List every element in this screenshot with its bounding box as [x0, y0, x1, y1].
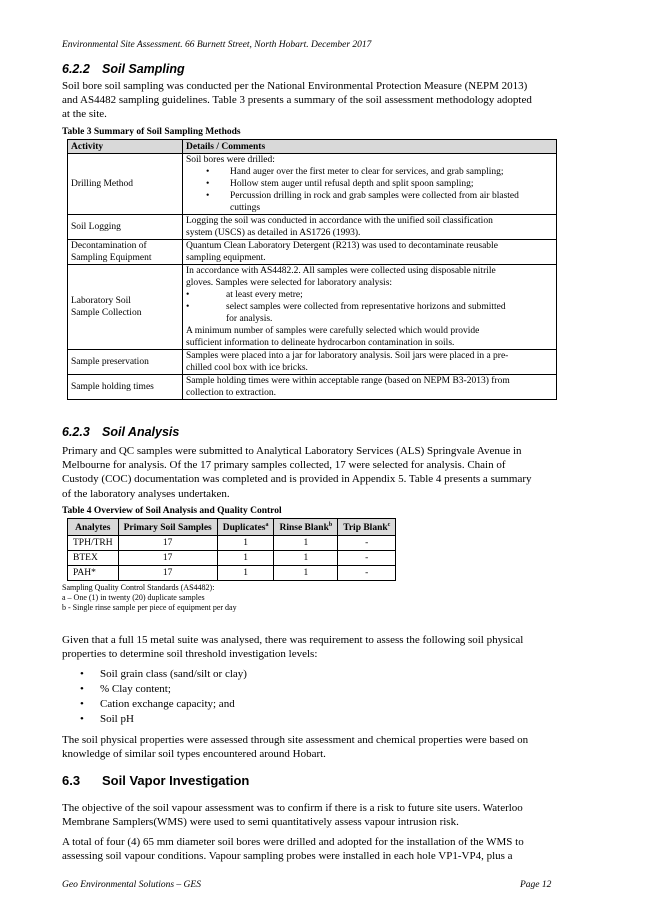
- list-item: • Cation exchange capacity; and: [80, 698, 235, 710]
- table-row: [68, 350, 557, 375]
- table-header-cell: Activity: [68, 140, 183, 154]
- activity-cell: Sample holding times: [68, 375, 183, 400]
- table-row: [68, 566, 396, 581]
- details-cell: Sample holding times were within acceptable range (based on NEPM B3-2013) from collection to extraction.: [183, 375, 557, 400]
- table-cell: TPH/TRH: [68, 536, 119, 551]
- details-cell: Logging the soil was conducted in accordance with the unified soil classification system (USCS) as detailed in AS1726 (1993).: [183, 215, 557, 240]
- table-header-cell: Analytes: [68, 519, 119, 536]
- table-header-row: [68, 140, 557, 154]
- section-heading-6-2-3: 6.2.3 Soil Analysis: [62, 425, 180, 439]
- activity-cell: Laboratory Soil Sample Collection: [68, 265, 183, 350]
- table-cell: 17: [118, 536, 217, 551]
- paragraph-vapour-bores: A total of four (4) 65 mm diameter soil bores were drilled and adopted for the installation of the WMS to assessing soil vapour conditions. Vapour sampling probes were installed in each hole VP1-VP4, plus a: [62, 836, 524, 863]
- table-cell: 17: [118, 566, 217, 581]
- table-row: [68, 536, 396, 551]
- footer-company: Geo Environmental Solutions – GES: [62, 880, 201, 890]
- list-item: • select samples were collected from representative horizons and submitted for analysis.: [186, 302, 506, 324]
- table-row: [68, 375, 557, 400]
- table-cell: -: [338, 566, 396, 581]
- table-4-caption: Table 4 Overview of Soil Analysis and Quality Control: [62, 506, 282, 516]
- table-header-cell: Primary Soil Samples: [118, 519, 217, 536]
- table-row: [68, 154, 557, 215]
- table-3-caption: Table 3 Summary of Soil Sampling Methods: [62, 127, 241, 137]
- bullet-icon: •: [206, 191, 210, 201]
- bullet-icon: •: [186, 302, 190, 312]
- table-4-notes: Sampling Quality Control Standards (AS4482): a – One (1) in twenty (20) duplicate samples b - Single rinse sample per piece of equipment per day: [62, 583, 237, 612]
- details-cell: In accordance with AS4482.2. All samples were collected using disposable nitrile gloves. Samples were selected for laboratory analysis: • at least every metre; • select samples were collected from representative horizons and submitted for analysis. A minimum number of samples were carefully selected which would provide sufficient information to delineate hydrocarbon contamination in soils.: [183, 265, 557, 350]
- footer-page-number: Page 12: [520, 880, 552, 890]
- table-header-cell: Details / Comments: [183, 140, 557, 154]
- paragraph-soil-analysis: Primary and QC samples were submitted to Analytical Laboratory Services (ALS) Springvale Avenue in Melbourne for analysis. Of the 17 primary samples collected, 17 were selected for analysis. Chain of Custody (COC) documentation was completed and is provided in Appendix 5. Table 4 presents a summary of the laboratory analyses undertaken.: [62, 445, 532, 500]
- list-item: • Hand auger over the first meter to clear for services, and grab sampling;: [206, 167, 504, 177]
- table-row: [68, 215, 557, 240]
- bullet-icon: •: [80, 668, 84, 680]
- table-cell: 1: [217, 551, 274, 566]
- table-row: [68, 551, 396, 566]
- paragraph-soil-sampling: Soil bore soil sampling was conducted per the National Environmental Protection Measure (NEPM 2013) and AS4482 sampling guidelines. Table 3 presents a summary of the soil assessment methodology adopted at the site.: [62, 80, 532, 121]
- bullet-icon: •: [80, 713, 84, 725]
- bullet-icon: •: [186, 290, 190, 300]
- table-4-soil-analysis-qc: [67, 518, 396, 581]
- table-row: [68, 265, 557, 350]
- page-header: Environmental Site Assessment. 66 Burnett Street, North Hobart. December 2017: [62, 40, 372, 50]
- paragraph-properties-assessed: The soil physical properties were assessed through site assessment and chemical properties were based on knowledge of similar soil types encountered around Hobart.: [62, 734, 529, 761]
- list-item: • Soil grain class (sand/silt or clay): [80, 668, 247, 680]
- list-item: • Soil pH: [80, 713, 134, 725]
- activity-cell: Decontamination of Sampling Equipment: [68, 240, 183, 265]
- table-cell: 1: [274, 566, 338, 581]
- table-cell: -: [338, 536, 396, 551]
- details-cell: Samples were placed into a jar for laboratory analysis. Soil jars were placed in a pre- chilled cool box with ice bricks.: [183, 350, 557, 375]
- table-cell: -: [338, 551, 396, 566]
- list-item: • Percussion drilling in rock and grab samples were collected from air blasted cuttings: [206, 191, 519, 213]
- table-cell: 17: [118, 551, 217, 566]
- table-3-soil-sampling-methods: [67, 139, 557, 400]
- bullet-icon: •: [206, 167, 210, 177]
- table-cell: 1: [274, 551, 338, 566]
- list-item: • % Clay content;: [80, 683, 171, 695]
- activity-cell: Soil Logging: [68, 215, 183, 240]
- section-heading-6-2-2: 6.2.2 Soil Sampling: [62, 62, 185, 76]
- table-row: [68, 240, 557, 265]
- paragraph-vapour-objective: The objective of the soil vapour assessment was to confirm if there is a risk to future site users. Waterloo Membrane Samplers(WMS) were used to semi quantitatively assess vapour intrusion risk.: [62, 802, 523, 829]
- activity-cell: Sample preservation: [68, 350, 183, 375]
- section-heading-6-3: 6.3 Soil Vapor Investigation: [62, 773, 250, 788]
- activity-cell: Drilling Method: [68, 154, 183, 215]
- table-cell: PAH*: [68, 566, 119, 581]
- list-item: • Hollow stem auger until refusal depth and split spoon sampling;: [206, 179, 474, 189]
- list-item: • at least every metre;: [186, 290, 303, 300]
- table-header-cell: Duplicates$^a$: [217, 519, 274, 536]
- table-header-cell: Trip Blank$^c$: [338, 519, 396, 536]
- table-cell: 1: [274, 536, 338, 551]
- details-cell: Quantum Clean Laboratory Detergent (R213) was used to decontaminate reusable sampling equipment.: [183, 240, 557, 265]
- bullet-icon: •: [80, 698, 84, 710]
- table-cell: 1: [217, 536, 274, 551]
- table-header-row: [68, 519, 396, 536]
- table-header-cell: Rinse Blank$^b$: [274, 519, 338, 536]
- soil-properties-list: [80, 667, 247, 727]
- details-cell: Soil bores were drilled: • Hand auger over the first meter to clear for services, and grab sampling; • Hollow stem auger until refusal depth and split spoon sampling; • Percussion drilling in rock and grab samples were collected from air blasted cuttings: [183, 154, 557, 215]
- table-cell: 1: [217, 566, 274, 581]
- bullet-icon: •: [80, 683, 84, 695]
- paragraph-soil-physical-properties: Given that a full 15 metal suite was analysed, there was requirement to assess the following soil physical properties to determine soil threshold investigation levels:: [62, 634, 524, 661]
- table-cell: BTEX: [68, 551, 119, 566]
- bullet-icon: •: [206, 179, 210, 189]
